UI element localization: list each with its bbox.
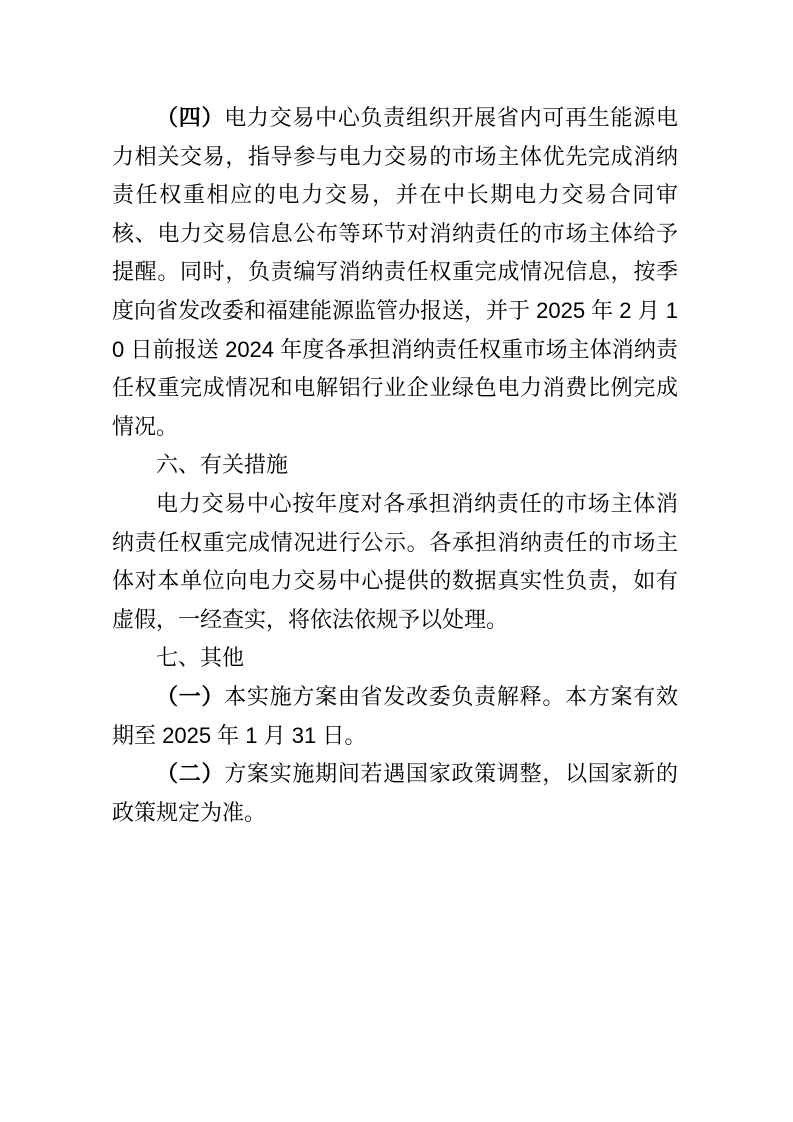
paragraph-marker: （二） <box>156 761 225 787</box>
document-content <box>112 99 678 832</box>
section-heading <box>112 639 678 678</box>
paragraph-text: 六、有关措施 <box>156 452 289 478</box>
paragraph-text: 电力交易中心负责组织开展省内可再生能源电力相关交易，指导参与电力交易的市场主体优先完成消纳责任权重相应的电力交易，并在中长期电力交易合同审核、电力交易信息公布等环节对消纳责任的市场主体给予提醒。同时，负责编写消纳责任权重完成情况信息，按季度向省发改委和福建能源监管办报送，并于 2025 年 2 月 10 日前报送 2024 年度各承担消纳责任权重市场主体消纳责任权重完成情况和电解铝行业企业绿色电力消费比例完成情况。 <box>112 105 678 439</box>
paragraph-marker: （一） <box>156 683 225 709</box>
paragraph <box>112 99 678 446</box>
paragraph-text: 七、其他 <box>156 645 245 671</box>
paragraph-text: 电力交易中心按年度对各承担消纳责任的市场主体消纳责任权重完成情况进行公示。各承担消纳责任的市场主体对本单位向电力交易中心提供的数据真实性负责，如有虚假，一经查实，将依法依规予以处理。 <box>112 490 678 632</box>
paragraph-marker: （四） <box>156 105 225 130</box>
paragraph <box>112 678 678 755</box>
paragraph-text: 方案实施期间若遇国家政策调整，以国家新的政策规定为准。 <box>112 761 678 825</box>
paragraph <box>112 485 678 639</box>
section-heading <box>112 446 678 485</box>
paragraph-text: 本实施方案由省发改委负责解释。本方案有效期至 2025 年 1 月 31 日。 <box>112 683 678 748</box>
paragraph <box>112 755 678 832</box>
